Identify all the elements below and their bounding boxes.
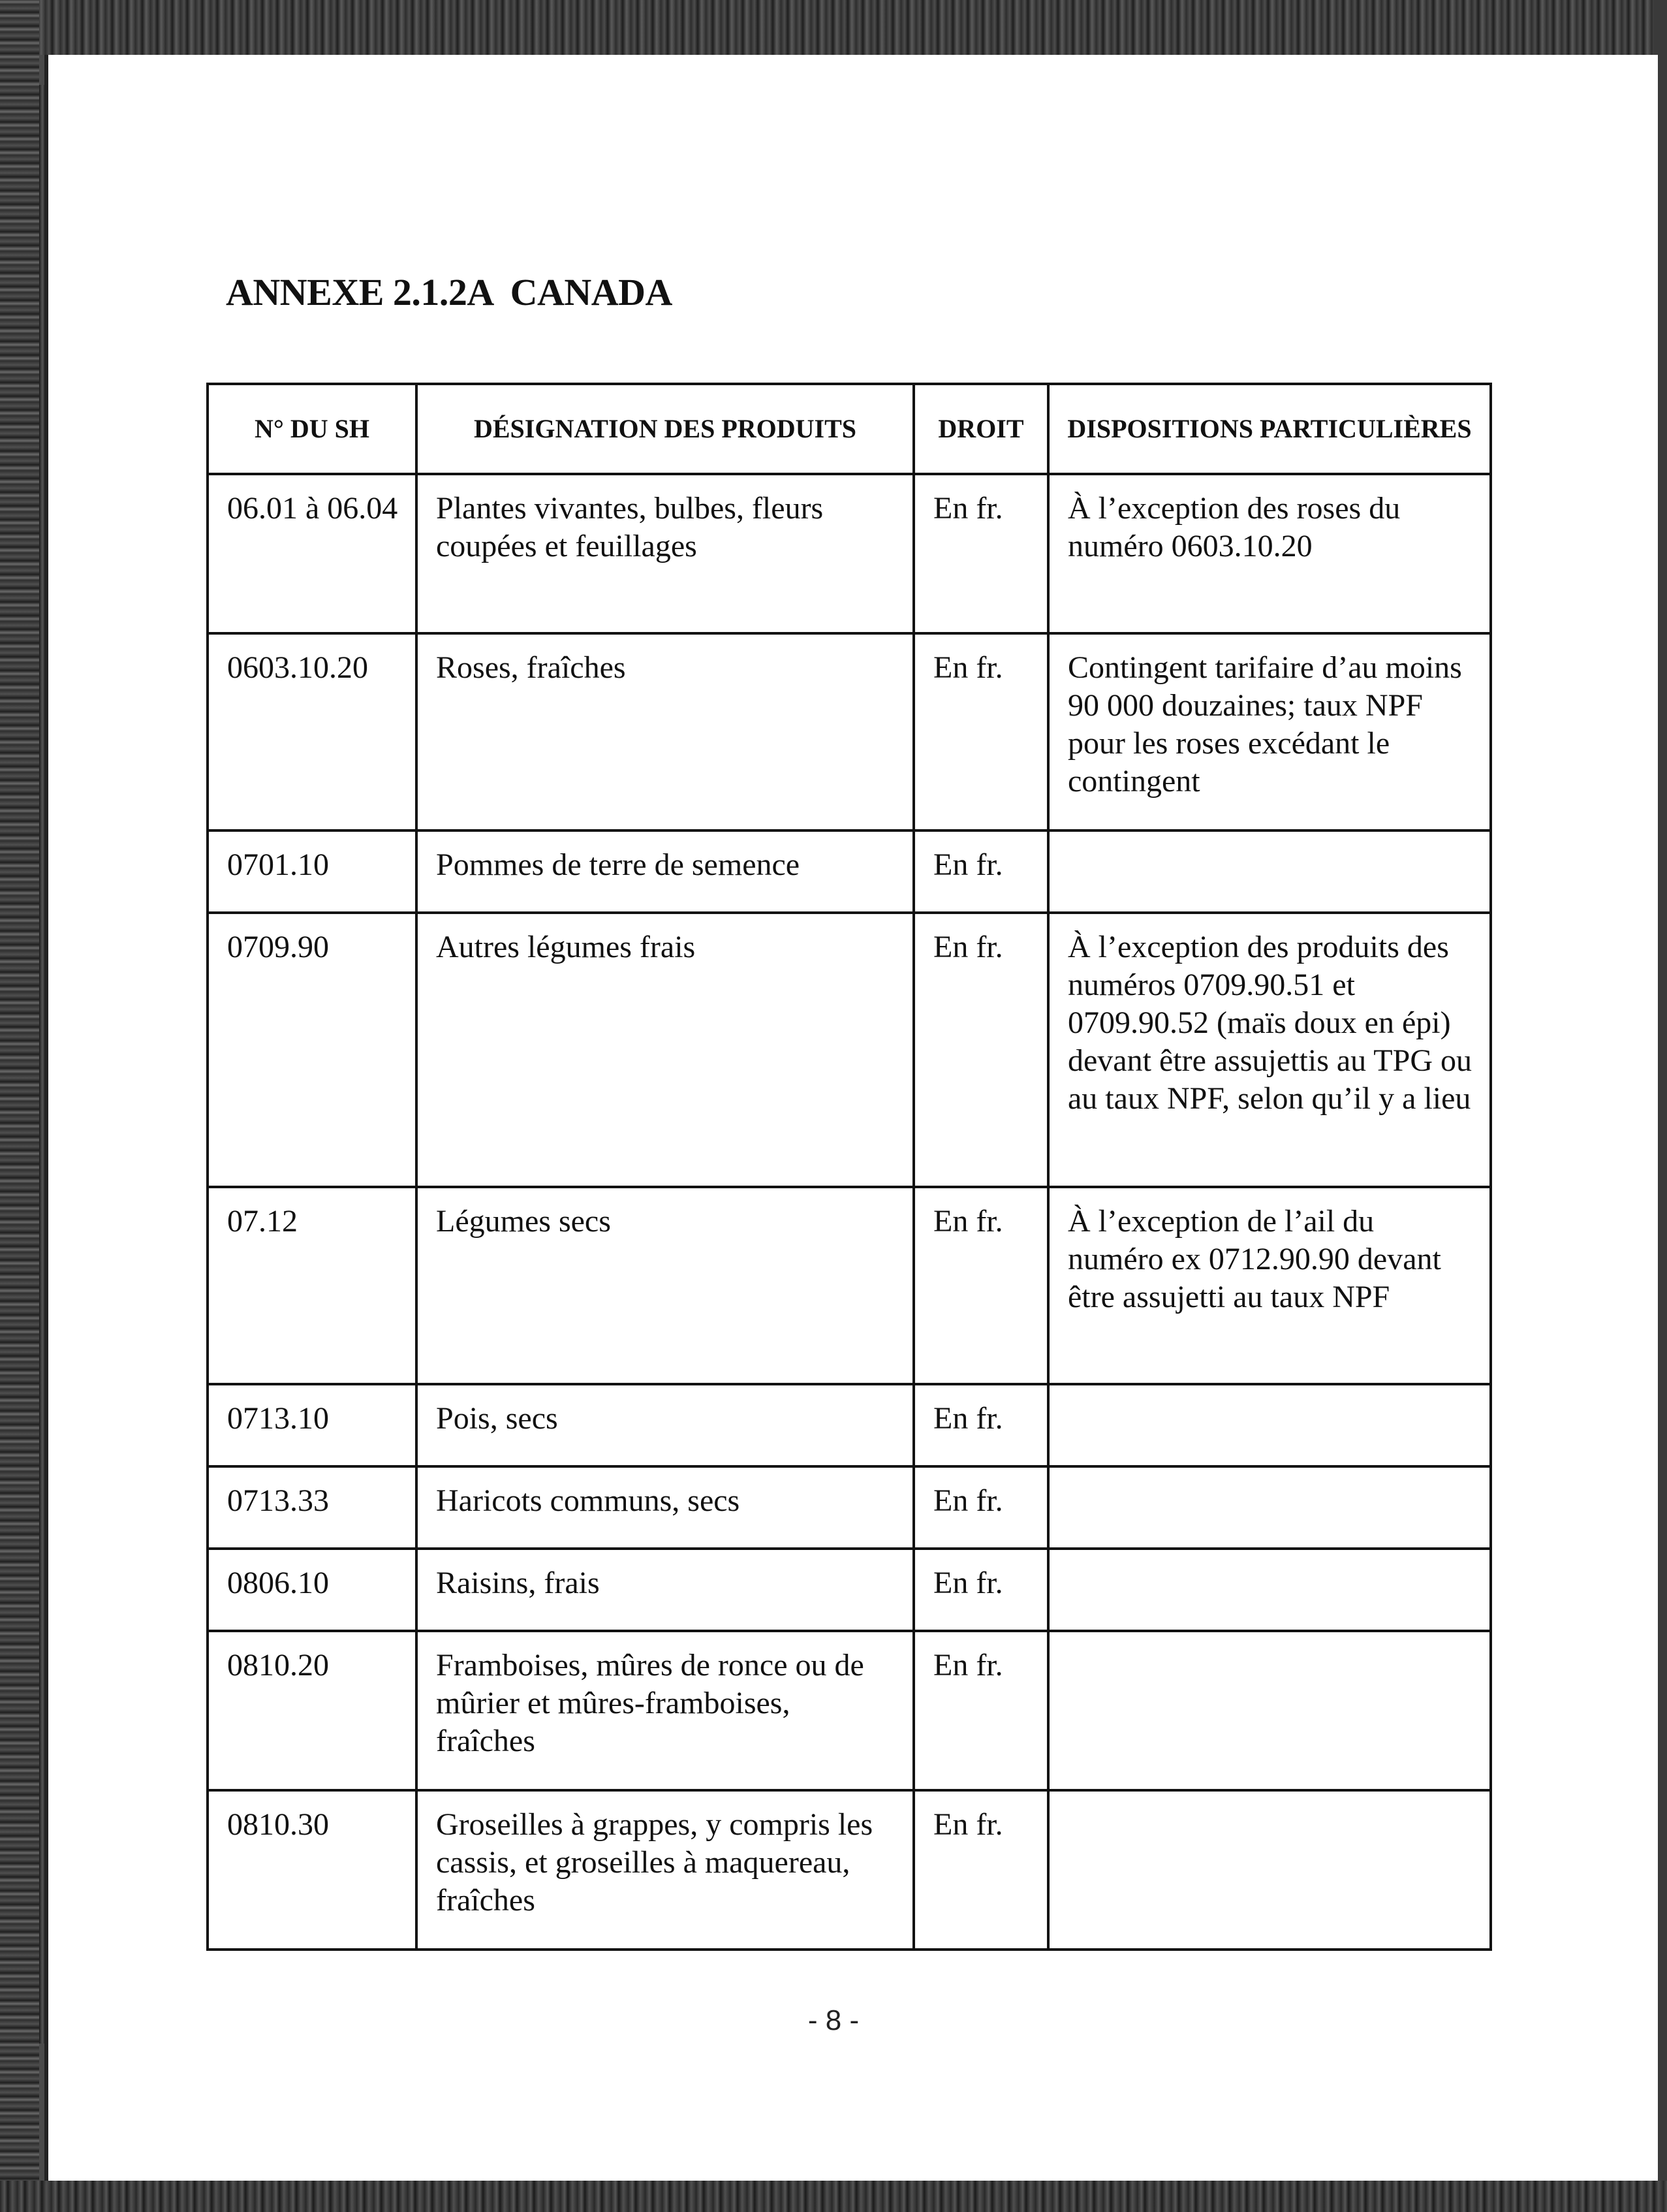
cell-droit: En fr. xyxy=(914,474,1048,633)
cell-designation: Pommes de terre de semence xyxy=(416,830,914,913)
cell-droit: En fr. xyxy=(914,1631,1048,1790)
cell-dispositions: À l’exception de l’ail du numéro ex 0712.90.90 devant être assujetti au taux NPF xyxy=(1048,1187,1491,1384)
table-row xyxy=(208,1384,1491,1466)
cell-designation: Autres légumes frais xyxy=(416,913,914,1187)
cell-dispositions xyxy=(1048,1384,1491,1466)
table-row xyxy=(208,913,1491,1187)
cell-dispositions: À l’exception des roses du numéro 0603.10.20 xyxy=(1048,474,1491,633)
table-row xyxy=(208,1187,1491,1384)
table-row xyxy=(208,830,1491,913)
cell-designation: Roses, fraîches xyxy=(416,633,914,830)
cell-code: 0713.10 xyxy=(208,1384,416,1466)
tariff-table xyxy=(206,383,1492,1951)
table-row xyxy=(208,1549,1491,1631)
cell-droit: En fr. xyxy=(914,1549,1048,1631)
cell-code: 0806.10 xyxy=(208,1549,416,1631)
cell-droit: En fr. xyxy=(914,633,1048,830)
scan-border-top xyxy=(0,0,1667,55)
cell-dispositions xyxy=(1048,1790,1491,1950)
page-number: - 8 - xyxy=(807,2004,860,2036)
table-row xyxy=(208,1466,1491,1549)
cell-droit: En fr. xyxy=(914,830,1048,913)
cell-droit: En fr. xyxy=(914,913,1048,1187)
cell-code: 0810.30 xyxy=(208,1790,416,1950)
header-designation: DÉSIGNATION DES PRODUITS xyxy=(416,384,914,474)
cell-code: 0810.20 xyxy=(208,1631,416,1790)
table-row xyxy=(208,1631,1491,1790)
scan-border-bottom xyxy=(0,2181,1667,2212)
scan-border-left xyxy=(0,0,39,2212)
cell-droit: En fr. xyxy=(914,1466,1048,1549)
table-row xyxy=(208,633,1491,830)
cell-droit: En fr. xyxy=(914,1384,1048,1466)
cell-droit: En fr. xyxy=(914,1790,1048,1950)
header-droit: DROIT xyxy=(914,384,1048,474)
cell-designation: Groseilles à grappes, y compris les cassis, et groseilles à maquereau, fraîches xyxy=(416,1790,914,1950)
cell-code: 06.01 à 06.04 xyxy=(208,474,416,633)
table-row xyxy=(208,474,1491,633)
header-dispositions: DISPOSITIONS PARTICULIÈRES xyxy=(1048,384,1491,474)
cell-droit: En fr. xyxy=(914,1187,1048,1384)
document-title: ANNEXE 2.1.2A CANADA xyxy=(226,271,672,313)
cell-code: 07.12 xyxy=(208,1187,416,1384)
table-header-row xyxy=(208,384,1491,474)
cell-dispositions xyxy=(1048,1631,1491,1790)
header-sh-number: N° DU SH xyxy=(208,384,416,474)
cell-designation: Plantes vivantes, bulbes, fleurs coupées et feuillages xyxy=(416,474,914,633)
cell-dispositions xyxy=(1048,830,1491,913)
cell-dispositions: À l’exception des produits des numéros 0709.90.51 et 0709.90.52 (maïs doux en épi) devant être assujettis au TPG ou au taux NPF, selon qu’il y a lieu xyxy=(1048,913,1491,1187)
cell-designation: Framboises, mûres de ronce ou de mûrier et mûres-framboises, fraîches xyxy=(416,1631,914,1790)
cell-code: 0701.10 xyxy=(208,830,416,913)
cell-designation: Pois, secs xyxy=(416,1384,914,1466)
cell-code: 0713.33 xyxy=(208,1466,416,1549)
cell-designation: Légumes secs xyxy=(416,1187,914,1384)
cell-dispositions: Contingent tarifaire d’au moins 90 000 douzaines; taux NPF pour les roses excédant le contingent xyxy=(1048,633,1491,830)
cell-code: 0603.10.20 xyxy=(208,633,416,830)
cell-dispositions xyxy=(1048,1466,1491,1549)
cell-code: 0709.90 xyxy=(208,913,416,1187)
table-row xyxy=(208,1790,1491,1950)
cell-dispositions xyxy=(1048,1549,1491,1631)
cell-designation: Raisins, frais xyxy=(416,1549,914,1631)
cell-designation: Haricots communs, secs xyxy=(416,1466,914,1549)
